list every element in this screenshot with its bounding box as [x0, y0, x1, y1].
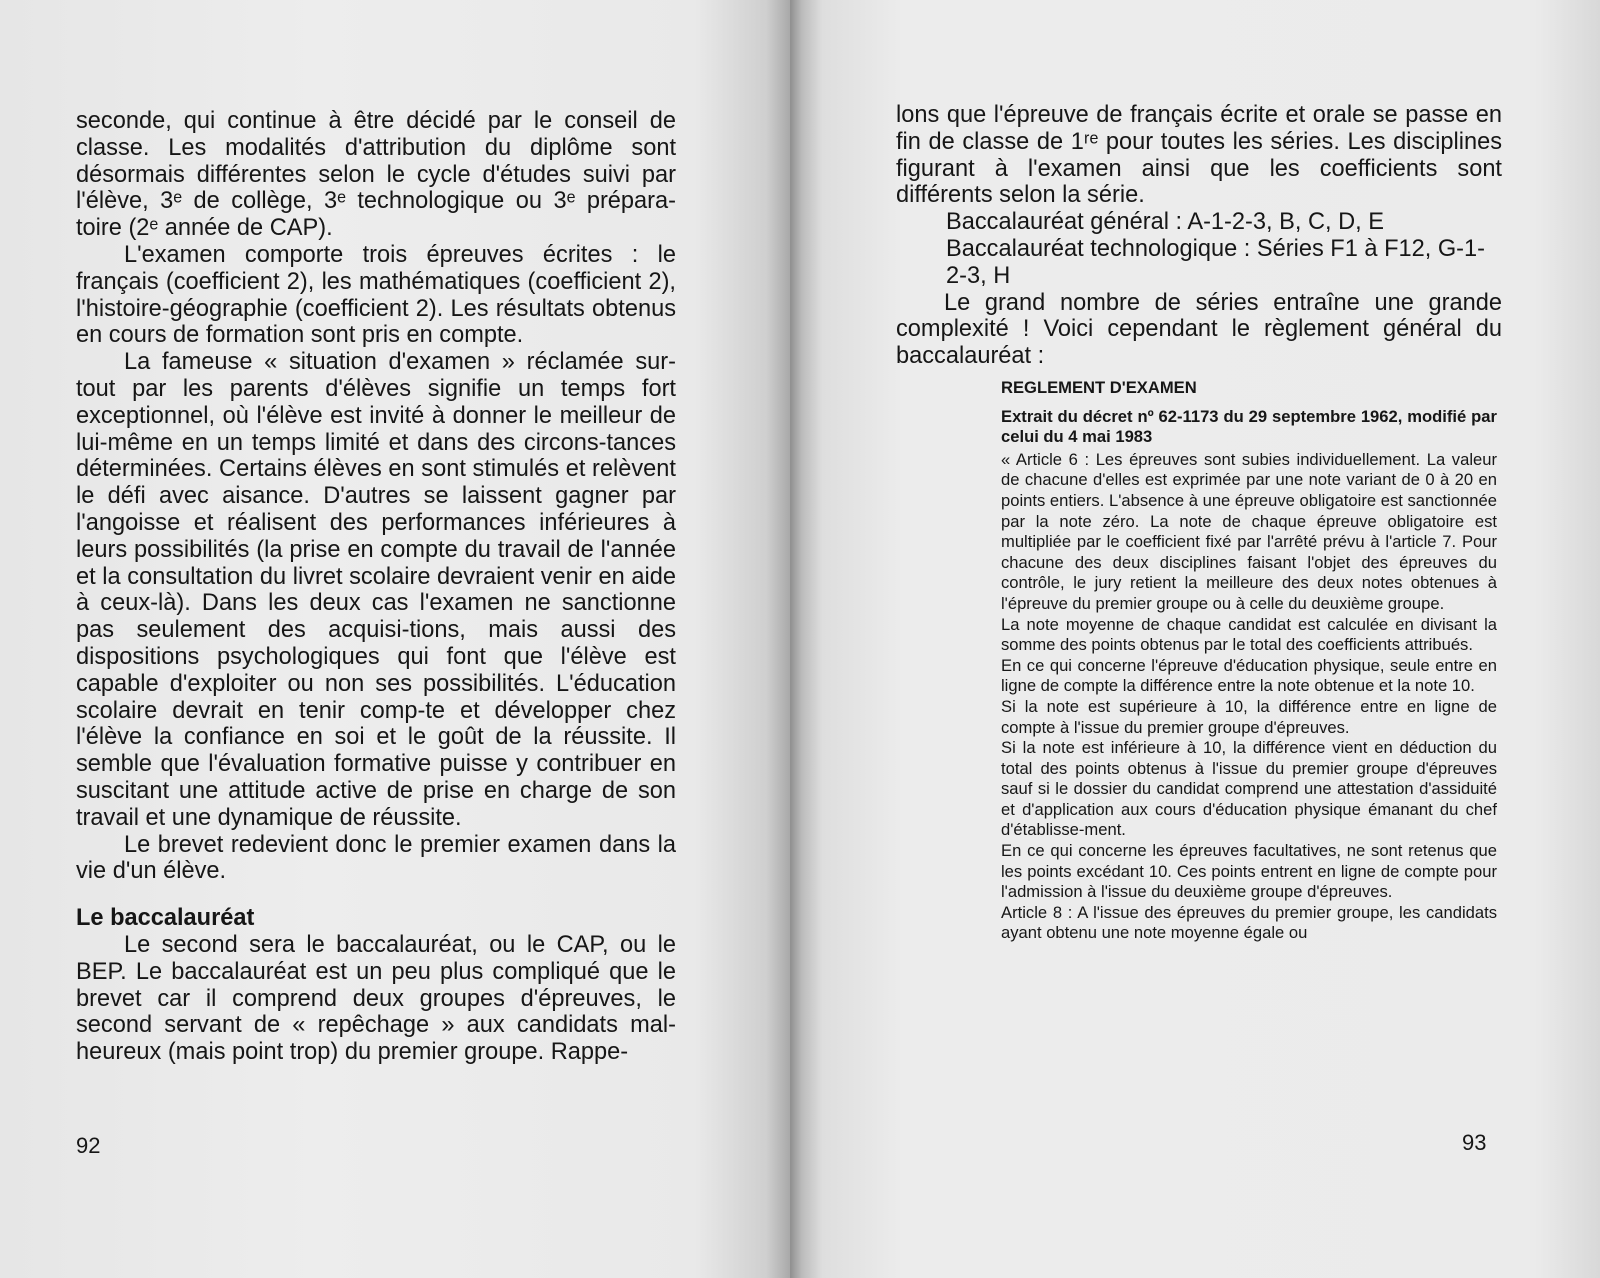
page-number-left: 92: [76, 1133, 101, 1158]
left-page: [0, 0, 790, 1278]
reglement-paragraph: Si la note est inférieure à 10, la différence vient en déduction du total des points obtenus à l'issue du premier groupe d'épreuves sauf si le dossier du candidat comprend une attestation d'assiduité et d'application aux cours d'éducation physique émanant du chef d'établisse-ment.: [1001, 738, 1497, 840]
reglement-paragraph: La note moyenne de chaque candidat est calculée en divisant la somme des points obtenus par le total des coefficients attribués.: [1001, 614, 1497, 655]
bac-general-line: Baccalauréat général : A-1-2-3, B, C, D, E: [946, 209, 1385, 236]
reglement-paragraph: En ce qui concerne l'épreuve d'éducation physique, seule entre en ligne de compte la différence entre la note obtenue et la note 10.: [1001, 655, 1497, 696]
reglement-block: [1001, 378, 1497, 944]
reglement-paragraph: En ce qui concerne les épreuves facultatives, ne sont retenus que les points excédant 10. Ces points entrent en ligne de compte pour l'admission à l'issue du deuxième groupe d'épreuves.: [1001, 841, 1497, 902]
left-paragraph-5: Le second sera le baccalauréat, ou le CAP, ou le BEP. Le baccalauréat est un peu plus compliqué que le brevet car il comprend deux groupes d'épreuves, le second servant de « repêchage » aux candidats mal-heureux (mais point trop) du premier groupe. Rappe-: [76, 931, 676, 1066]
left-page-body: [76, 108, 676, 1066]
right-outro-paragraph: Le grand nombre de séries entraîne une grande complexité ! Voici cependant le règlement général du baccalauréat :: [896, 289, 1502, 370]
reglement-paragraph: « Article 6 : Les épreuves sont subies individuellement. La valeur de chacune d'elles est exprimée par une note variant de 0 à 20 en points entiers. L'absence à une épreuve obligatoire est sanctionnée par la note zéro. La note de chaque épreuve obligatoire est multipliée par le coefficient fixé par l'arrêté prévu à l'article 7. Pour chacune des deux disciplines faisant l'objet des épreuves du contrôle, le jury retient la meilleure des deux notes obtenues à l'épreuve du premier groupe ou à celle du deuxième groupe.: [1001, 449, 1497, 613]
page-number-right: 93: [1462, 1130, 1487, 1155]
left-paragraph-2: L'examen comporte trois épreuves écrites : le français (coefficient 2), les mathématiques (coefficient 2), l'histoire-géographie (coefficient 2). Les résultats obtenus en cours de formation sont pris en compte.: [76, 241, 676, 349]
right-page-body: [896, 102, 1502, 370]
reglement-title: REGLEMENT D'EXAMEN: [1001, 378, 1197, 397]
left-paragraph-1: seconde, qui continue à être décidé par le conseil de classe. Les modalités d'attribution du diplôme sont désormais différentes selon le cycle d'études suivi par l'élève, 3ᵉ de collège, 3ᵉ technologique ou 3ᵉ prépara-toire (2ᵉ année de CAP).: [76, 108, 676, 242]
reglement-paragraph: Article 8 : A l'issue des épreuves du premier groupe, les candidats ayant obtenu une note moyenne égale ou: [1001, 902, 1497, 943]
reglement-subtitle: Extrait du décret nº 62-1173 du 29 septembre 1962, modifié par celui du 4 mai 1983: [1001, 406, 1497, 447]
reglement-paragraph: Si la note est supérieure à 10, la différence entre en ligne de compte à l'issue du premier groupe d'épreuves.: [1001, 696, 1497, 737]
left-paragraph-3: La fameuse « situation d'examen » réclamée sur-tout par les parents d'élèves signifie un temps fort exceptionnel, où l'élève est invité à donner le meilleur de lui-même en un temps limité et dans des circons-tances déterminées. Certains élèves en sont stimulés et relèvent le défi avec aisance. D'autres se laissent gagner par l'angoisse et réalisent des performances inférieures à leurs possibilités (la prise en compte du travail de l'année et la consultation du livret scolaire devraient venir en aide à ceux-là). Dans les deux cas l'examen ne sanctionne pas seulement des acquisi-tions, mais aussi des dispositions psychologiques qui font que l'élève est capable d'exploiter ou non ses possibilités. L'éducation scolaire devrait en tenir comp-te et développer chez l'élève la confiance en soi et le goût de la réussite. Il semble que l'évaluation formative puisse y contribuer en suscitant une attitude active de prise en charge de son travail et une dynamique de réussite.: [76, 349, 676, 831]
bac-techno-line: Baccalauréat technologique : Séries F1 à F12, G-1-2-3, H: [946, 235, 1486, 289]
section-heading: Le baccalauréat: [76, 905, 255, 932]
right-intro-paragraph: lons que l'épreuve de français écrite et orale se passe en fin de classe de 1ʳᵉ pour toutes les séries. Les disciplines figurant à l'examen ainsi que les coefficients sont différents selon la série.: [896, 102, 1502, 209]
left-paragraph-4: Le brevet redevient donc le premier examen dans la vie d'un élève.: [76, 831, 676, 885]
